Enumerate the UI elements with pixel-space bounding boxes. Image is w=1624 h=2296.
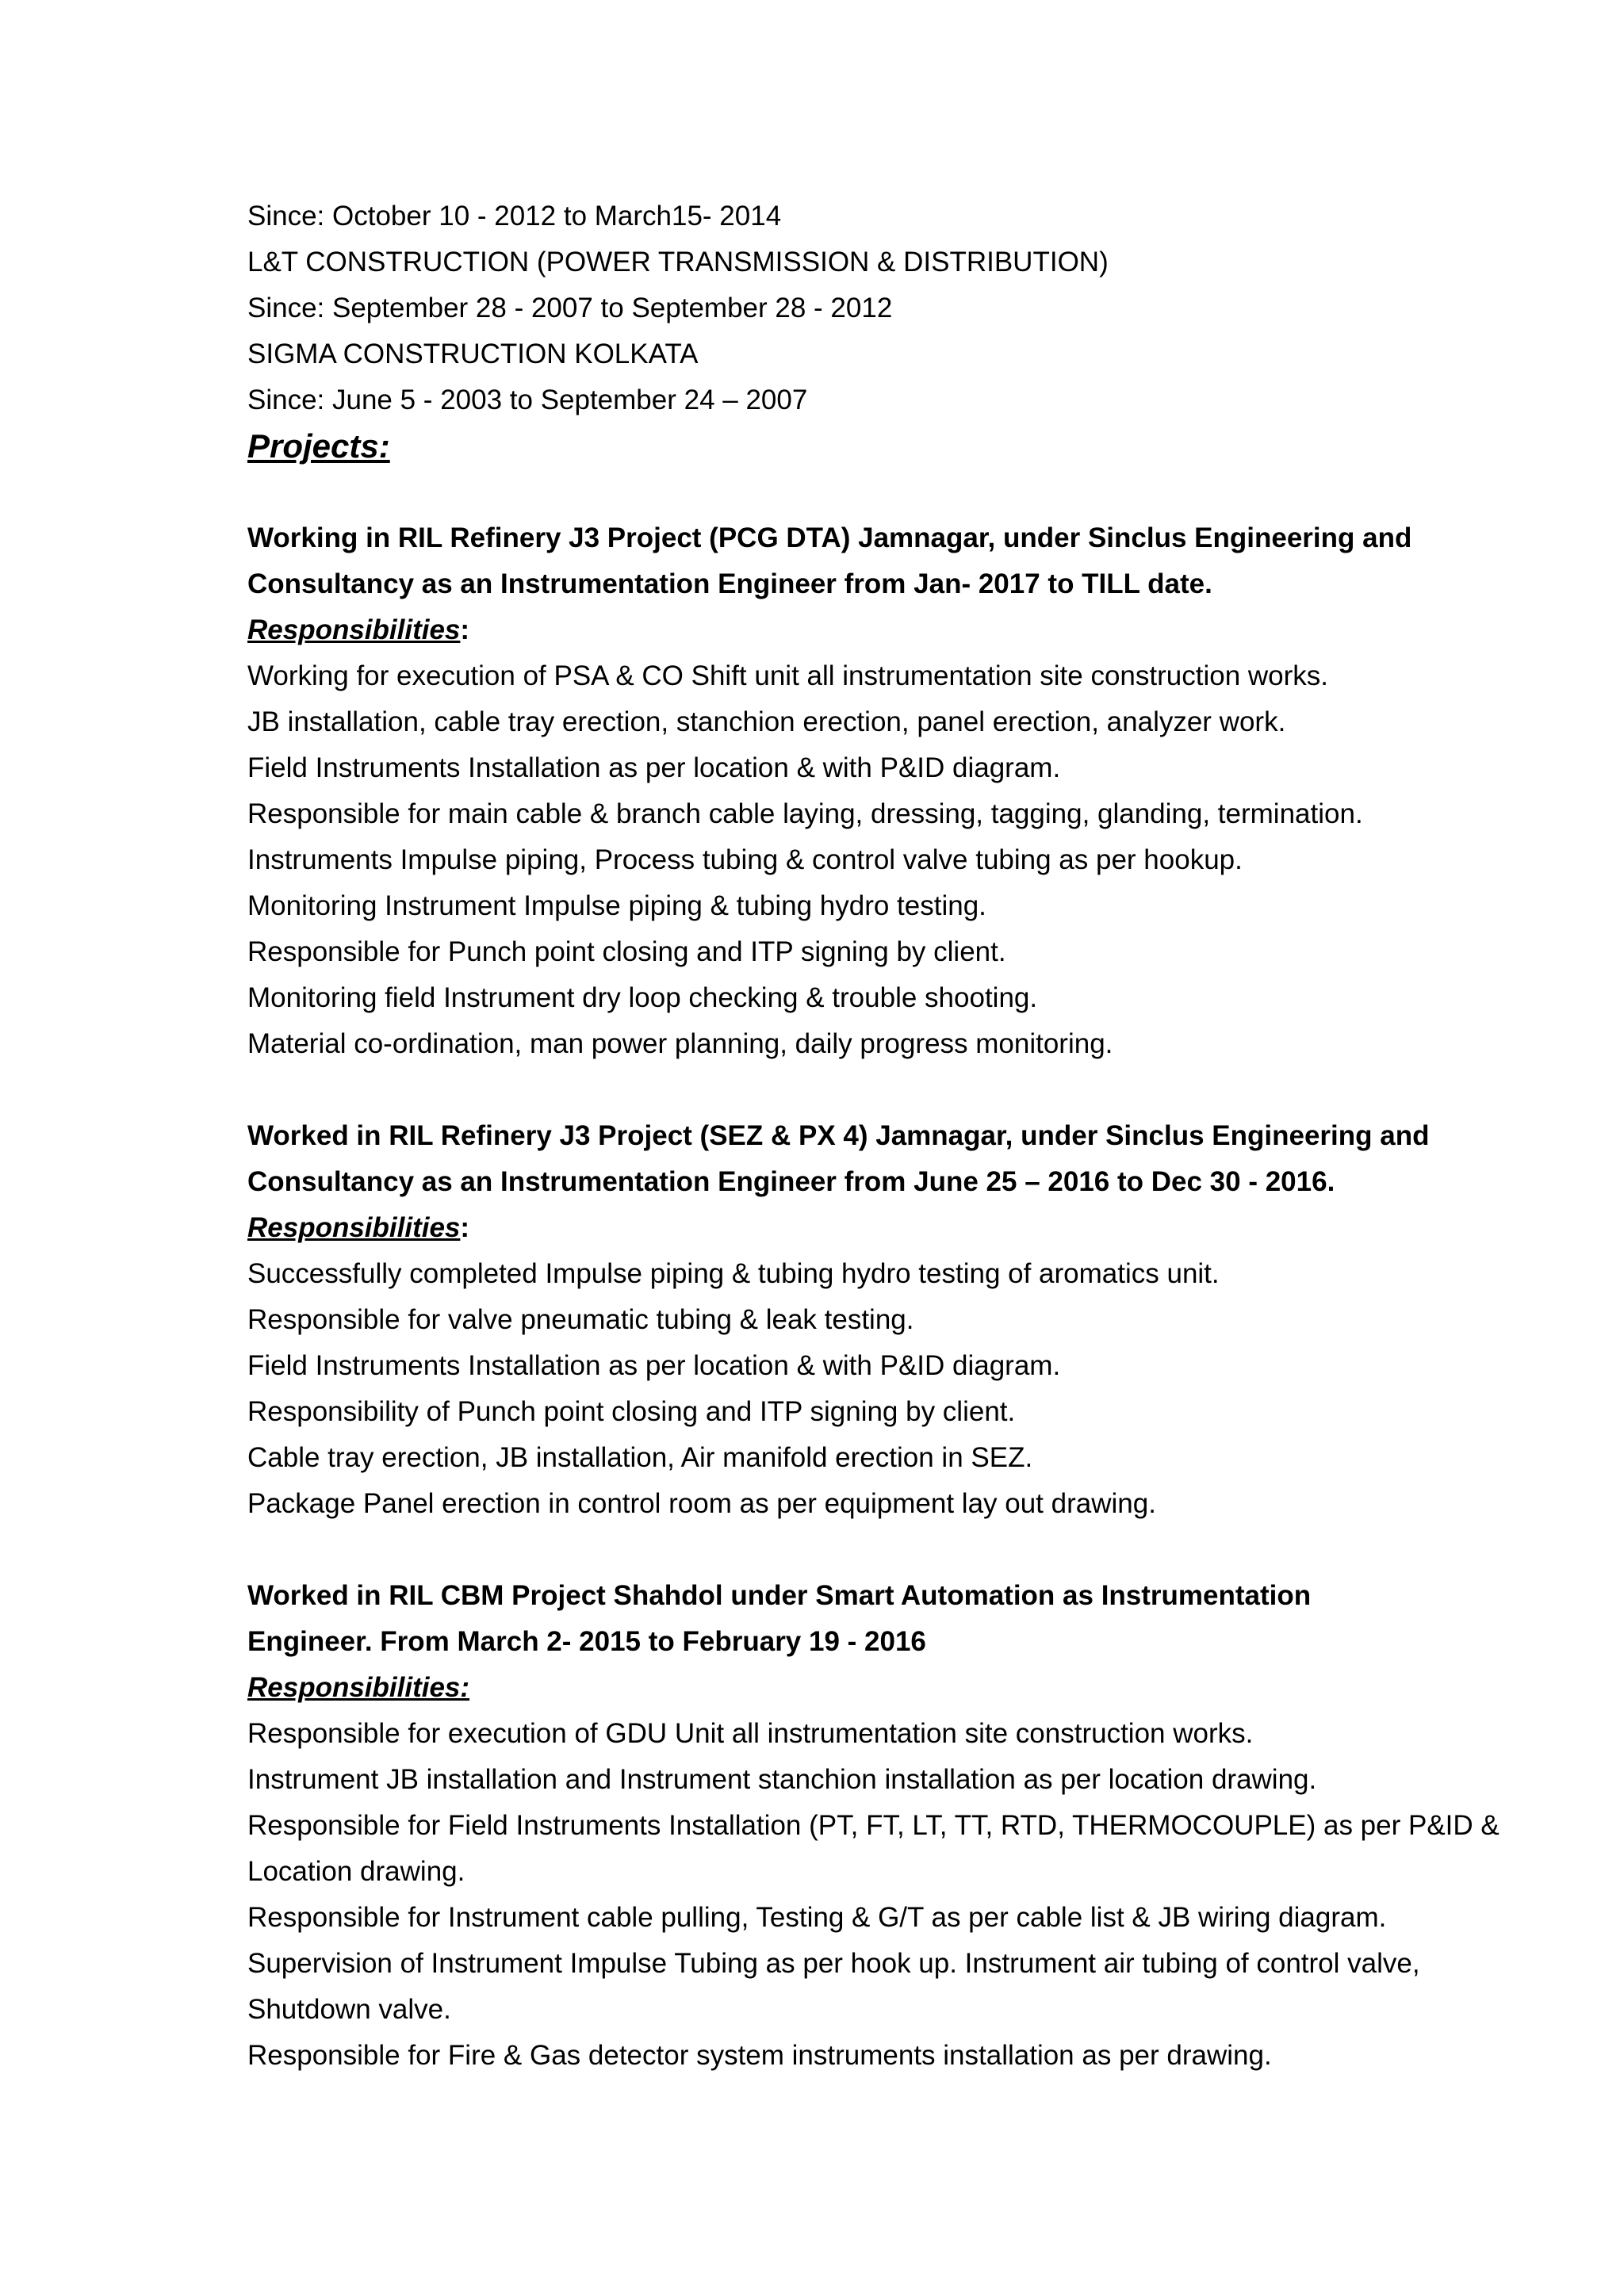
responsibilities-colon: : — [460, 614, 470, 645]
responsibility-item: Responsibility of Punch point closing and ITP signing by client. — [247, 1396, 1016, 1427]
responsibility-item: Monitoring Instrument Impulse piping & tubing hydro testing. — [247, 890, 986, 921]
project-title-line: Engineer. From March 2- 2015 to February 19 - 2016 — [247, 1626, 926, 1657]
responsibilities-heading — [247, 1205, 1516, 1251]
responsibility-item: Package Panel erection in control room as per equipment lay out drawing. — [247, 1488, 1156, 1519]
project-title-line: Worked in RIL Refinery J3 Project (SEZ & PX 4) Jamnagar, under Sinclus Engineering and — [247, 1120, 1430, 1151]
responsibilities-heading — [247, 1665, 1516, 1711]
responsibility-item: Field Instruments Installation as per location & with P&ID diagram. — [247, 752, 1061, 783]
responsibility-item: Responsible for Field Instruments Installation (PT, FT, LT, TT, RTD, THERMOCOUPLE) as per P&ID & Location drawing. — [247, 1810, 1500, 1887]
projects-heading: Projects: — [247, 427, 390, 465]
responsibility-item: Responsible for execution of GDU Unit all instrumentation site construction works. — [247, 1718, 1254, 1749]
responsibilities-label: Responsibilities — [247, 614, 461, 645]
responsibility-item: Instrument JB installation and Instrument stanchion installation as per location drawing. — [247, 1764, 1317, 1795]
responsibility-item: Working for execution of PSA & CO Shift unit all instrumentation site construction works. — [247, 660, 1329, 691]
project-title-line: Consultancy as an Instrumentation Engineer from Jan- 2017 to TILL date. — [247, 568, 1212, 599]
responsibility-item: Responsible for valve pneumatic tubing & leak testing. — [247, 1304, 914, 1335]
responsibility-item: Successfully completed Impulse piping & tubing hydro testing of aromatics unit. — [247, 1258, 1220, 1289]
responsibility-item: Monitoring field Instrument dry loop checking & trouble shooting. — [247, 982, 1038, 1013]
employment-history — [247, 193, 1516, 423]
responsibility-item: Responsible for main cable & branch cable laying, dressing, tagging, glanding, termination. — [247, 798, 1363, 829]
page-content — [247, 193, 1516, 2125]
employment-line: Since: September 28 - 2007 to September 28 - 2012 — [247, 293, 893, 323]
project-entry — [247, 1573, 1516, 2079]
employer-name: L&T CONSTRUCTION (POWER TRANSMISSION & DISTRIBUTION) — [247, 247, 1109, 277]
responsibility-item: Responsible for Instrument cable pulling, Testing & G/T as per cable list & JB wiring diagram. — [247, 1902, 1387, 1933]
responsibility-item: Responsible for Fire & Gas detector system instruments installation as per drawing. — [247, 2040, 1272, 2071]
employment-line: Since: October 10 - 2012 to March15- 2014 — [247, 201, 782, 232]
responsibility-item: Responsible for Punch point closing and ITP signing by client. — [247, 936, 1006, 967]
responsibility-item: Material co-ordination, man power planning, daily progress monitoring. — [247, 1028, 1113, 1059]
responsibility-item: Supervision of Instrument Impulse Tubing as per hook up. Instrument air tubing of control valve, Shutdown valve. — [247, 1948, 1420, 2025]
responsibility-item: Field Instruments Installation as per location & with P&ID diagram. — [247, 1350, 1061, 1381]
responsibilities-heading — [247, 607, 1516, 653]
responsibility-item: Instruments Impulse piping, Process tubing & control valve tubing as per hookup. — [247, 844, 1243, 875]
project-title-line: Consultancy as an Instrumentation Engineer from June 25 – 2016 to Dec 30 - 2016. — [247, 1166, 1335, 1197]
project-title-line: Worked in RIL CBM Project Shahdol under Smart Automation as Instrumentation — [247, 1580, 1312, 1611]
responsibilities-colon: : — [460, 1212, 470, 1243]
project-entry — [247, 1113, 1516, 1527]
employer-name: SIGMA CONSTRUCTION KOLKATA — [247, 339, 699, 369]
project-title-line: Working in RIL Refinery J3 Project (PCG DTA) Jamnagar, under Sinclus Engineering and — [247, 522, 1412, 553]
responsibilities-label: Responsibilities: — [247, 1672, 470, 1703]
project-entry — [247, 515, 1516, 1067]
responsibility-item: JB installation, cable tray erection, stanchion erection, panel erection, analyzer work. — [247, 706, 1286, 737]
responsibilities-label: Responsibilities — [247, 1212, 461, 1243]
responsibility-item: Cable tray erection, JB installation, Air manifold erection in SEZ. — [247, 1442, 1033, 1473]
employment-line: Since: June 5 - 2003 to September 24 – 2007 — [247, 385, 808, 415]
